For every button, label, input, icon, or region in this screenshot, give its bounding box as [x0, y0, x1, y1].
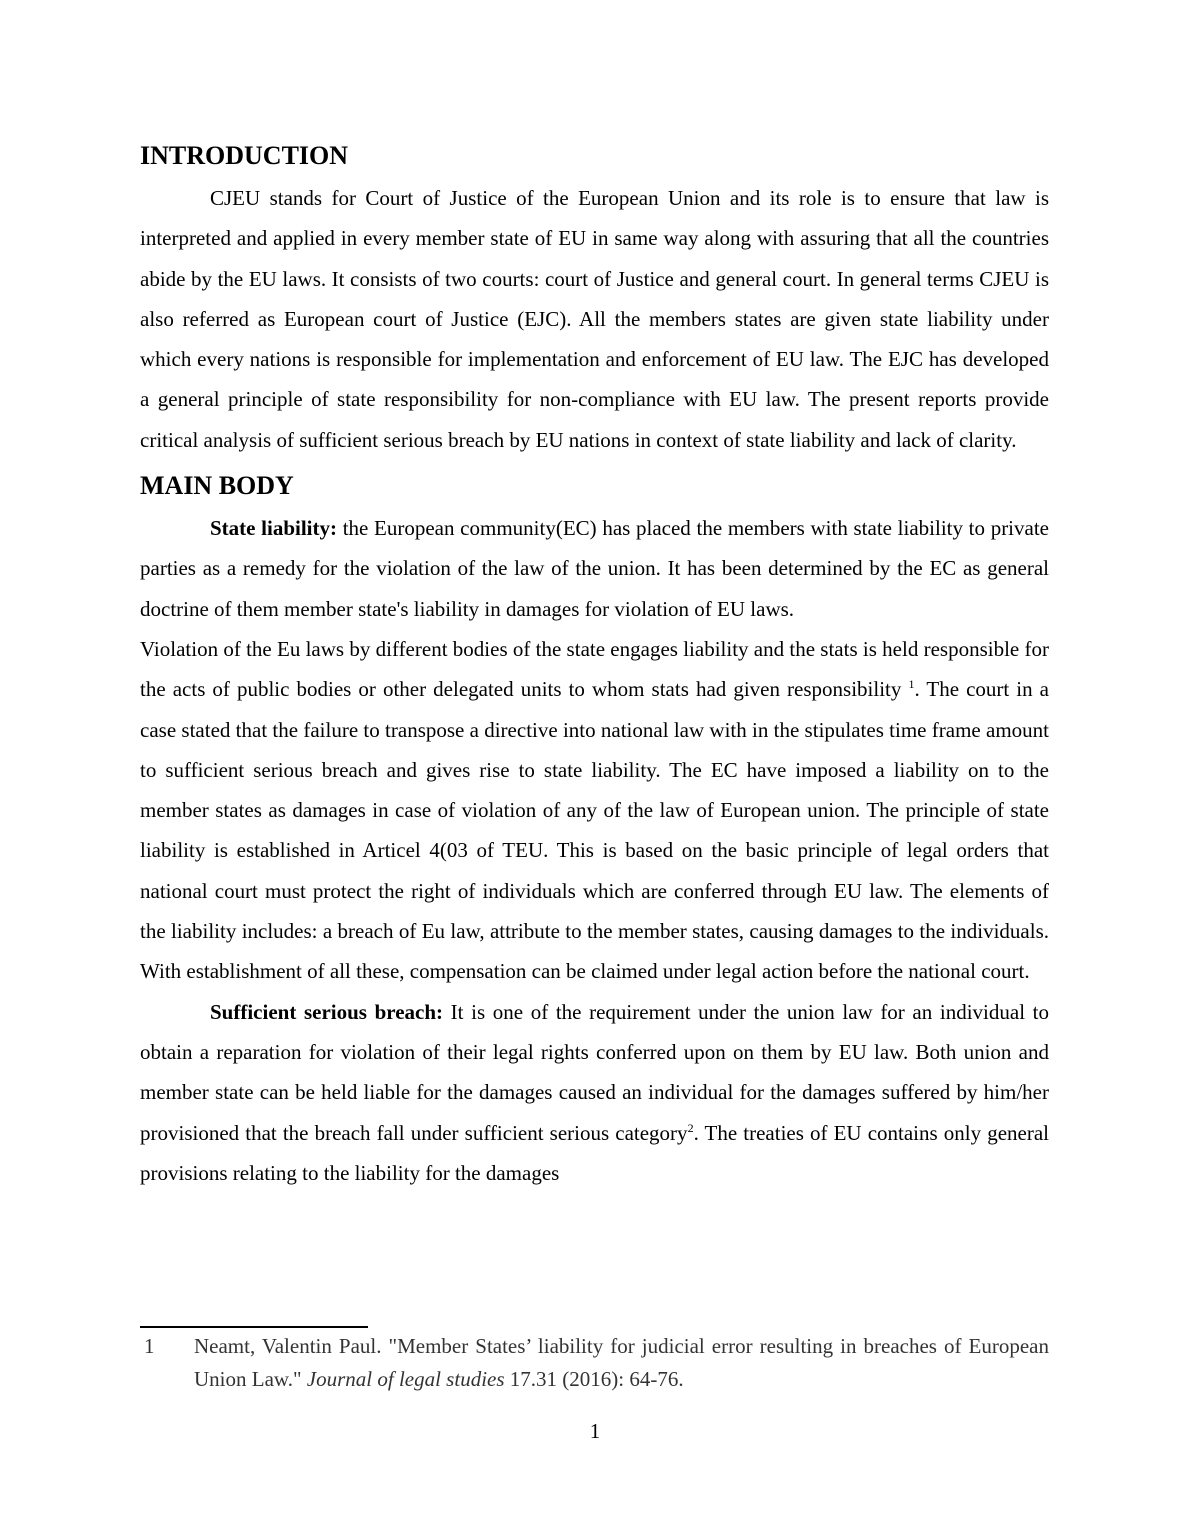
serious-breach-text-b: . The treaties of EU contains only general provisions relating to the liability for the damages: [140, 1120, 1049, 1185]
introduction-paragraph: CJEU stands for Court of Justice of the European Union and its role is to ensure that law is interpreted and applied in every member state of EU in same way along with assuring that all the countries abide by the EU laws. It consists of two courts: court of Justice and general court. In general terms CJEU is also referred as European court of Justice (EJC). All the members states are given state liability under which every nations is responsible for implementation and enforcement of EU law. The EJC has developed a general principle of state responsibility for non-compliance with EU law. The present reports provide critical analysis of sufficient serious breach by EU nations in context of state liability and lack of clarity.: [140, 186, 1049, 452]
footnote-text-a: Neamt, Valentin Paul. "Member States’ liability for judicial error resulting in breaches of European Union Law.": [194, 1334, 1049, 1391]
state-liability-paragraph: [140, 508, 1049, 629]
state-liability-paragraph-continued: [140, 629, 1049, 992]
state-liability-text-c: . The court in a case stated that the failure to transpose a directive into national law with in the stipulates time frame amount to sufficient serious breach and gives rise to state liability. The EC have imposed a liability on to the member states as damages in case of violation of any of the law of European union. The principle of state liability is established in Articel 4(03 of TEU. This is based on the basic principle of legal orders that national court must protect the right of individuals which are conferred through EU law. The elements of the liability includes: a breach of Eu law, attribute to the member states, causing damages to the individuals. With establishment of all these, compensation can be claimed under legal action before the national court.: [140, 677, 1050, 984]
state-liability-label: State liability:: [210, 516, 338, 541]
serious-breach-label: Sufficient serious breach:: [210, 999, 444, 1024]
page-number: 1: [589, 1419, 601, 1443]
footnote-number: 1: [144, 1334, 155, 1358]
introduction-heading: INTRODUCTION: [140, 141, 349, 170]
footnote-journal: Journal of legal studies: [306, 1367, 505, 1391]
footnote-1: [140, 1330, 1049, 1396]
footnote-separator: [140, 1326, 368, 1328]
serious-breach-text-a: It is one of the requirement under the union law for an individual to obtain a reparation for violation of their legal rights conferred upon on them by EU law. Both union and member state can be held liable for the damages caused an individual for the damages suffered by him/her provisioned that the breach fall under sufficient serious category: [140, 999, 1050, 1145]
footnote-text-b: 17.31 (2016): 64-76.: [504, 1367, 684, 1391]
footnote-text: [194, 1330, 1049, 1396]
main-body-heading: MAIN BODY: [140, 471, 294, 501]
state-liability-text-b: Violation of the Eu laws by different bodies of the state engages liability and the stats is held responsible for the acts of public bodies or other delegated units to whom stats had given responsibility: [140, 636, 1049, 702]
serious-breach-paragraph: [140, 992, 1049, 1193]
page-content: [140, 138, 1049, 1193]
footnote-ref-1[interactable]: 1: [908, 677, 915, 692]
footnote-ref-2[interactable]: 2: [687, 1120, 694, 1135]
state-liability-text-a: the European community(EC) has placed the members with state liability to private parties as a remedy for the violation of the law of the union. It has been determined by the EC as general doctrine of them member state's liability in damages for violation of EU laws.: [140, 516, 1049, 621]
